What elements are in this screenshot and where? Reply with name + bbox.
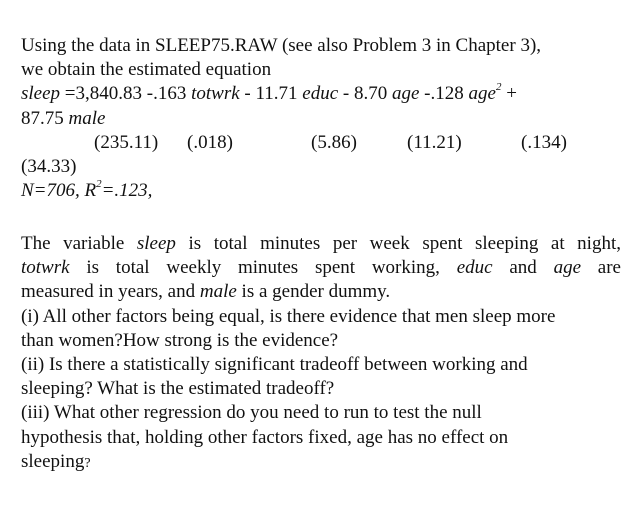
question-2-line-1: (ii) Is there a statistically significant tradeoff between working and (21, 354, 528, 376)
var-totwrk: totwrk (21, 257, 70, 279)
eq-intercept: =3,840.83 -.163 (60, 83, 192, 105)
question-2-line-2: sleeping? What is the estimated tradeoff? (21, 378, 335, 400)
std-error: (11.21) (407, 131, 462, 153)
std-error: (235.11) (94, 131, 159, 153)
eq-plus: + (501, 83, 517, 105)
variable-description (21, 232, 621, 476)
exponent: 2 (96, 177, 102, 190)
var-sleep: sleep (21, 83, 61, 105)
var-educ: educ (302, 83, 339, 105)
intro-line-2: we obtain the estimated equation (21, 59, 272, 81)
std-error: (.134) (521, 131, 567, 153)
var-sleep: sleep (136, 233, 176, 254)
eq-coef-male: 87.75 (21, 107, 69, 129)
std-error: (5.86) (311, 131, 357, 153)
standard-errors-row (21, 131, 621, 155)
std-error: (.018) (187, 131, 233, 153)
var-male: male (199, 281, 237, 303)
var-male: male (68, 107, 106, 129)
var-totwrk: totwrk (191, 83, 240, 105)
question-1-line-2: than women?How strong is the evidence? (21, 329, 339, 351)
regression-equation (21, 82, 621, 106)
var-age: age (553, 257, 582, 279)
desc-line-2: totwrk is total weekly minutes spent working, educ and age are (21, 257, 621, 279)
question-1-line-1: (i) All other factors being equal, is there evidence that men sleep more (21, 305, 556, 327)
eq-coef-age: - 8.70 (338, 83, 392, 105)
exponent: 2 (495, 81, 502, 94)
desc-line-1: The variable sleep is total minutes per week spent sleeping at night, (21, 233, 621, 254)
intro-line-1: Using the data in SLEEP75.RAW (see also Problem 3 in Chapter 3), (21, 35, 542, 56)
sample-stats: N=706, $R^2=.123$, (21, 177, 153, 202)
question-3-line-1: (iii) What other regression do you need to run to test the null (21, 402, 482, 424)
eq-coef-educ: - 11.71 (239, 83, 303, 105)
std-error-last: (34.33) (21, 155, 77, 177)
desc-line-3: measured in years, and male is a gender dummy. (21, 281, 391, 303)
eq-coef-age-sq: -.128 (419, 83, 469, 105)
var-educ: educ (456, 257, 493, 279)
regression-equation-cont (21, 107, 621, 131)
question-3-line-2: hypothesis that, holding other factors fixed, age has no effect on (21, 426, 509, 448)
question-3-line-3: sleeping? (21, 450, 91, 472)
var-age: age (391, 83, 420, 105)
var-age-squared: age$^2$ (468, 81, 502, 105)
problem-statement (21, 34, 621, 203)
question-mark: ? (84, 455, 91, 471)
